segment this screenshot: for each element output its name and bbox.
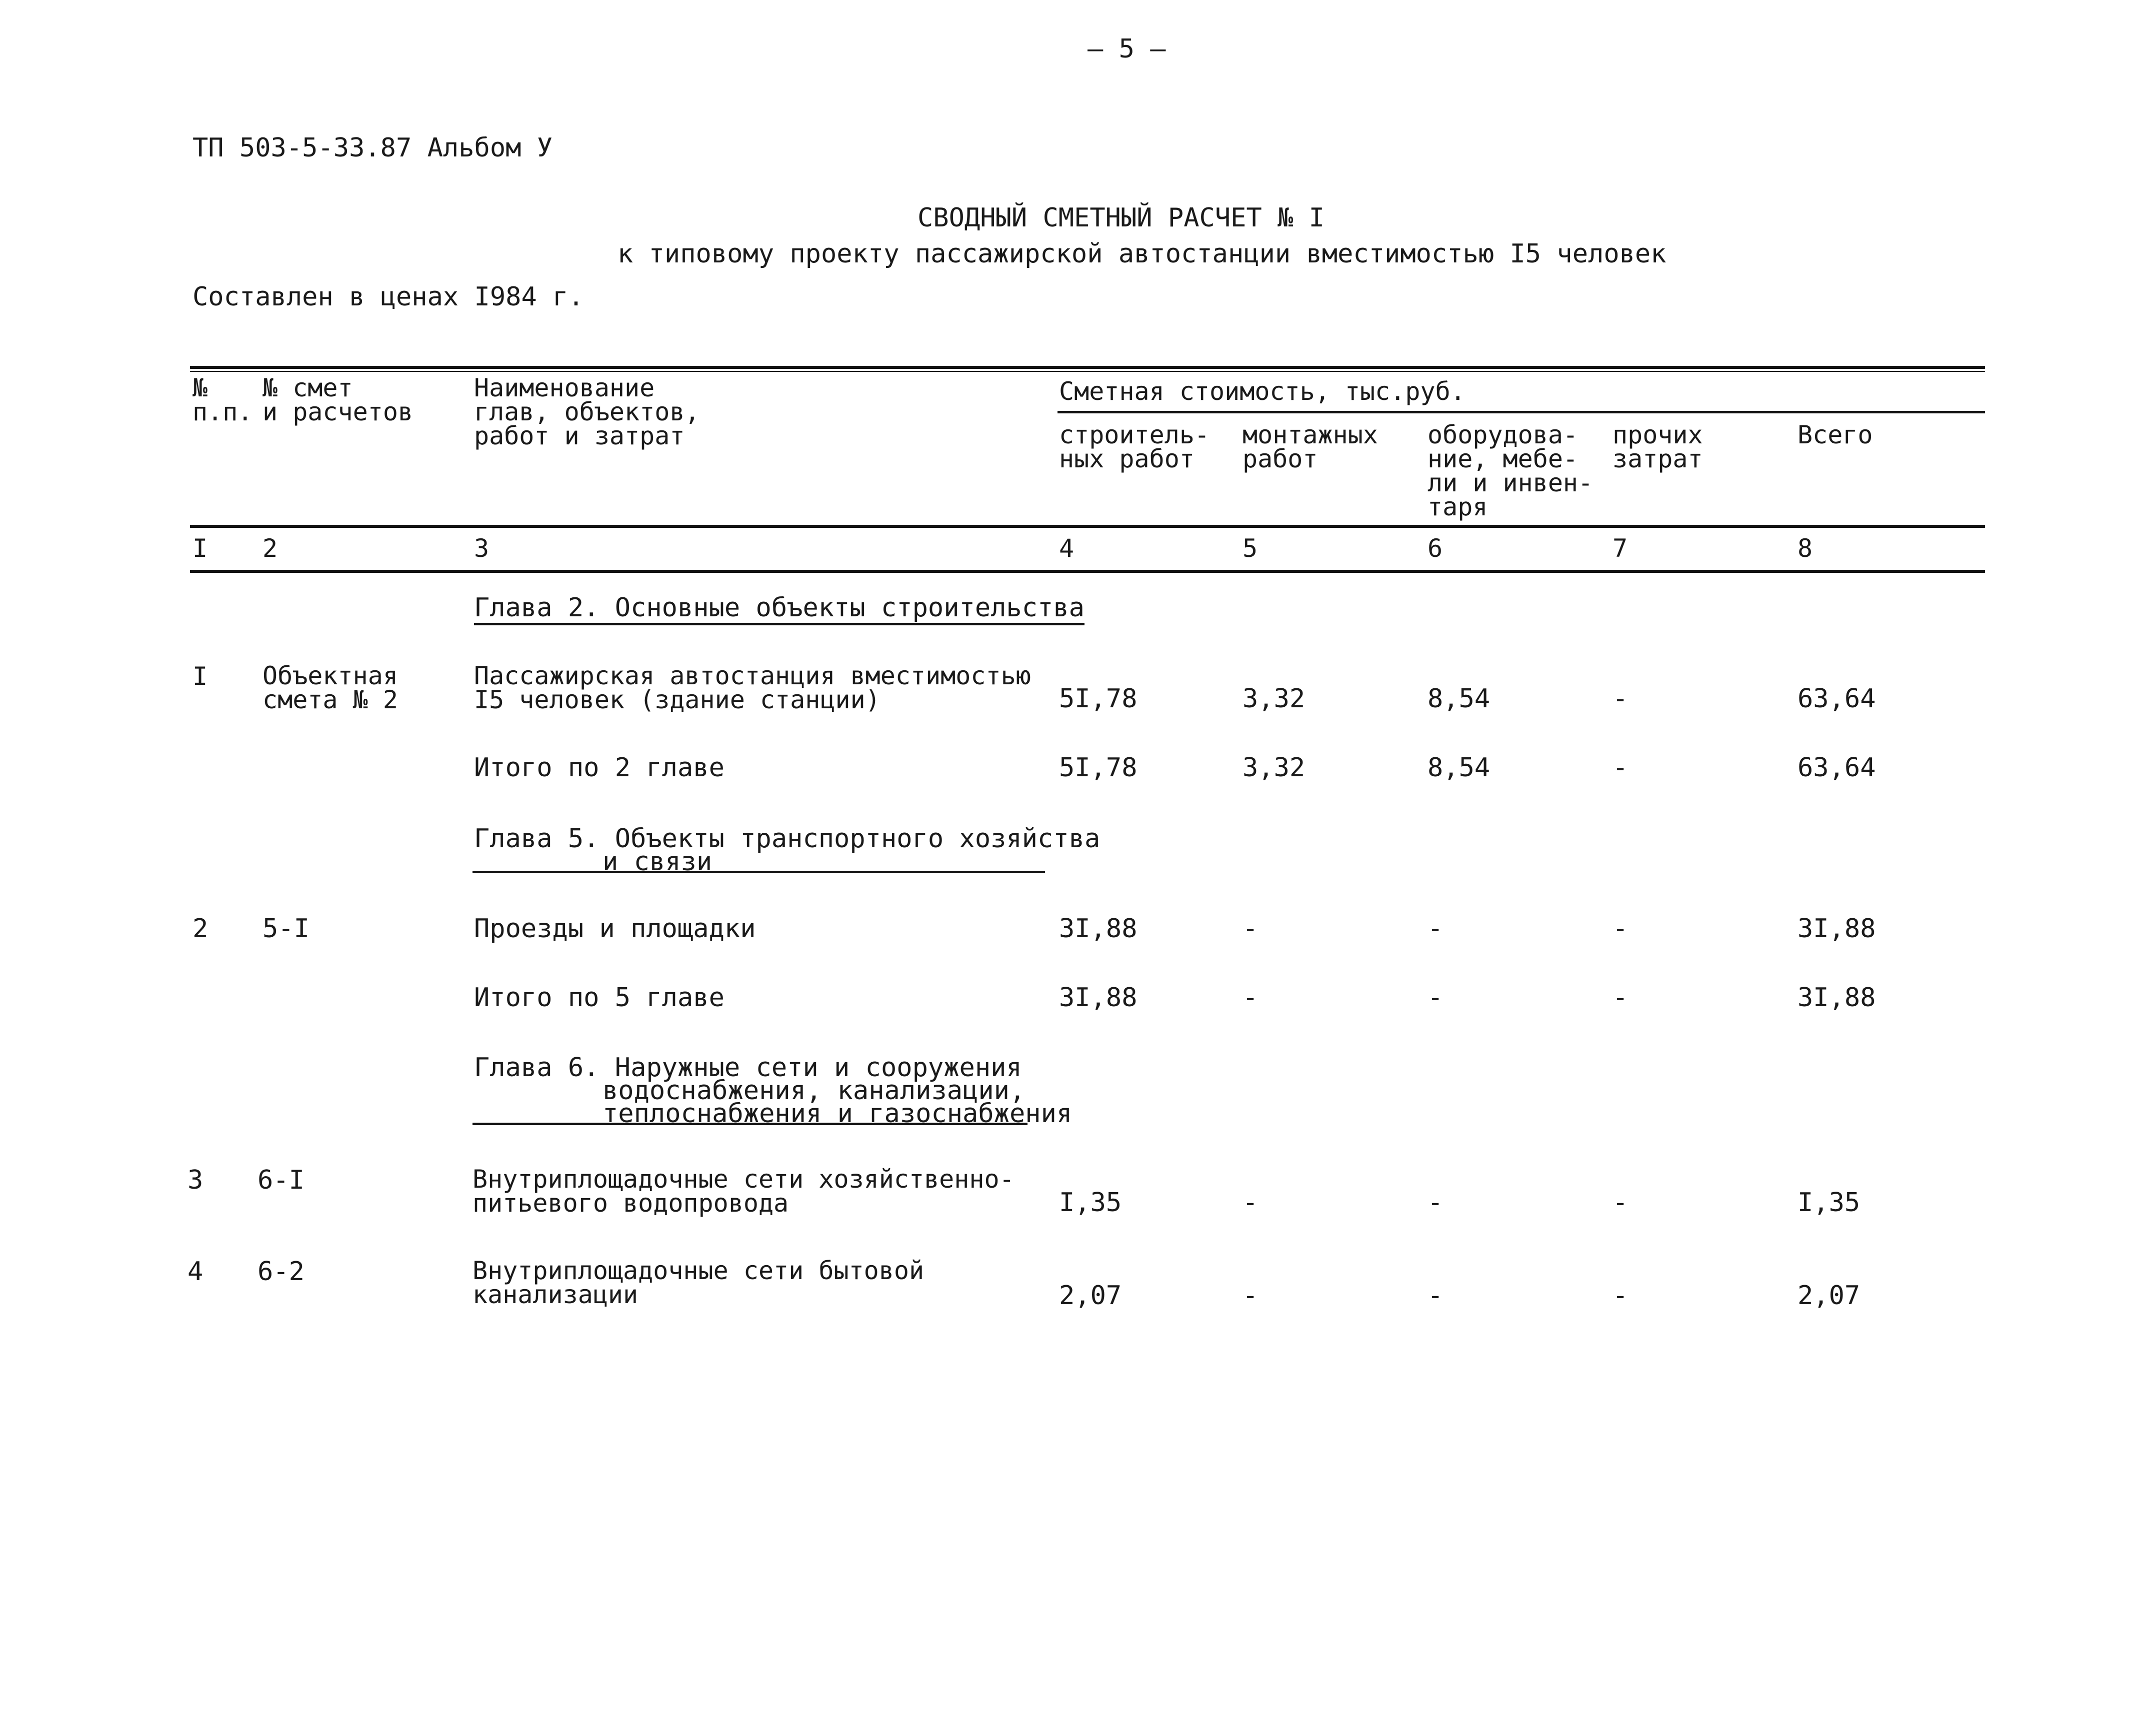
construction-cost: 2,07	[1059, 1281, 1122, 1311]
chapter-5-title-line: Глава 5. Объекты транспортного хозяйства	[474, 824, 1100, 854]
table-top-rule-thin	[190, 371, 1985, 372]
header-total: Всего	[1798, 420, 1873, 449]
page-number: — 5 —	[1088, 34, 1166, 64]
row-number: 4	[188, 1257, 204, 1287]
item-name: Пассажирская автостанция вместимостью I5 человек (здание станции)	[474, 661, 1031, 714]
chapter-6-title-line: Глава 6. Наружные сети и сооружения	[474, 1053, 1022, 1083]
cost-group-rule	[1058, 411, 1985, 413]
row-number: 3	[188, 1165, 204, 1195]
column-number: 3	[474, 534, 490, 563]
header-equipment: оборудова- ние, мебе- ли и инвен- таря	[1428, 420, 1594, 521]
header-installation-works: монтажных работ	[1242, 420, 1378, 473]
other-cost: -	[1612, 753, 1628, 783]
chapter-5-underline	[472, 871, 1045, 873]
chapter-2-title: Глава 2. Основные объекты строительства	[474, 595, 1084, 625]
column-number: I	[192, 534, 208, 563]
installation-cost: 3,32	[1242, 753, 1306, 783]
construction-cost: I,35	[1059, 1188, 1122, 1218]
total-cost: 63,64	[1798, 684, 1876, 714]
header-cost-group: Сметная стоимость, тыс.руб.	[1059, 377, 1466, 406]
other-cost: -	[1612, 1281, 1628, 1311]
column-number: 5	[1242, 534, 1258, 563]
other-cost: -	[1612, 983, 1628, 1013]
construction-cost: 3I,88	[1059, 983, 1138, 1013]
installation-cost: -	[1242, 914, 1258, 944]
column-numbers-top-rule	[190, 525, 1985, 528]
column-number: 6	[1428, 534, 1443, 563]
column-number: 8	[1798, 534, 1813, 563]
construction-cost: 3I,88	[1059, 914, 1138, 944]
equipment-cost: 8,54	[1428, 753, 1490, 783]
construction-cost: 5I,78	[1059, 753, 1138, 783]
header-estimate-number: № смет и расчетов	[262, 373, 414, 426]
item-name: Внутриплощадочные сети бытовой канализации	[472, 1256, 924, 1309]
document-subtitle: к типовому проекту пассажирской автостанции вместимостью I5 человек	[618, 239, 1666, 269]
header-construction-works: строитель- ных работ	[1059, 420, 1210, 473]
table-body-top-rule	[190, 570, 1985, 573]
header-row-number: № п.п.	[192, 373, 253, 426]
row-number: 2	[192, 914, 208, 944]
row-number: I	[192, 662, 208, 691]
chapter-6-title-line: водоснабжения, канализации,	[602, 1076, 1026, 1106]
header-item-name: Наименование глав, объектов, работ и затрат	[474, 373, 700, 450]
installation-cost: 3,32	[1242, 684, 1306, 714]
chapter-6-underline	[472, 1123, 1028, 1125]
total-cost: 3I,88	[1798, 914, 1876, 944]
estimate-reference: 5-I	[262, 914, 310, 944]
estimate-reference: 6-2	[258, 1257, 304, 1287]
equipment-cost: -	[1428, 1188, 1444, 1218]
installation-cost: -	[1242, 1281, 1258, 1311]
total-cost: 3I,88	[1798, 983, 1876, 1013]
other-cost: -	[1612, 684, 1628, 714]
column-number: 7	[1612, 534, 1628, 563]
header-other-costs: прочих затрат	[1612, 420, 1703, 473]
column-number: 4	[1059, 534, 1074, 563]
equipment-cost: 8,54	[1428, 684, 1490, 714]
document-title: СВОДНЫЙ СМЕТНЫЙ РАСЧЕТ № I	[918, 203, 1324, 233]
table-top-rule	[190, 366, 1985, 369]
total-cost: 63,64	[1798, 753, 1876, 783]
chapter-5-title-line: и связи	[602, 847, 712, 877]
album-label: ТП 503-5-33.87 Альбом У	[192, 133, 553, 163]
other-cost: -	[1612, 1188, 1628, 1218]
estimate-reference: 6-I	[258, 1165, 304, 1195]
item-name: Внутриплощадочные сети хозяйственно- питьевого водопровода	[472, 1165, 1014, 1218]
construction-cost: 5I,78	[1059, 684, 1138, 714]
item-name: Проезды и площадки	[474, 914, 756, 944]
other-cost: -	[1612, 914, 1628, 944]
column-number: 2	[262, 534, 278, 563]
total-label: Итого по 2 главе	[474, 753, 724, 783]
installation-cost: -	[1242, 983, 1258, 1013]
equipment-cost: -	[1428, 914, 1444, 944]
total-cost: I,35	[1798, 1188, 1860, 1218]
total-label: Итого по 5 главе	[474, 983, 724, 1013]
installation-cost: -	[1242, 1188, 1258, 1218]
equipment-cost: -	[1428, 1281, 1444, 1311]
total-cost: 2,07	[1798, 1281, 1860, 1311]
estimate-reference: Объектная смета № 2	[262, 661, 398, 714]
chapter-6-title-line: теплоснабжения и газоснабжения	[602, 1099, 1072, 1129]
equipment-cost: -	[1428, 983, 1444, 1013]
prices-note: Составлен в ценах I984 г.	[192, 282, 584, 312]
